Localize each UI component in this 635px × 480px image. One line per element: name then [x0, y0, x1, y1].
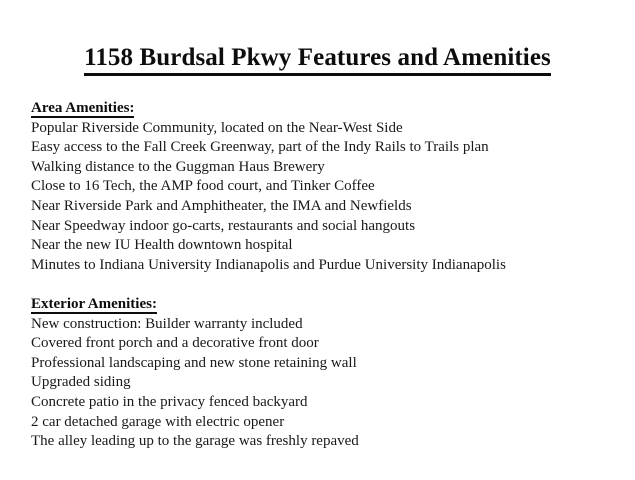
document-body [31, 99, 606, 452]
section-heading-text: Exterior Amenities: [31, 295, 157, 312]
list-item: Walking distance to the Guggman Haus Brewery [31, 158, 325, 175]
list-item: Professional landscaping and new stone retaining wall [31, 354, 357, 371]
list-item: Near Riverside Park and Amphitheater, the IMA and Newfields [31, 197, 412, 214]
section-area-amenities [31, 99, 606, 275]
section-heading-text: Area Amenities: [31, 100, 135, 116]
list-item: Easy access to the Fall Creek Greenway, part of the Indy Rails to Trails plan [31, 139, 489, 156]
list-item: The alley leading up to the garage was freshly repaved [31, 433, 359, 450]
list-item: Close to 16 Tech, the AMP food court, and Tinker Coffee [31, 178, 375, 195]
section-heading-area-amenities [31, 99, 606, 119]
list-item: Near Speedway indoor go-carts, restaurants and social hangouts [31, 217, 416, 234]
section-heading-exterior-amenities [31, 295, 606, 315]
list-item: 2 car detached garage with electric opener [31, 413, 285, 430]
list-item: Upgraded siding [31, 374, 131, 391]
amenity-list-area [31, 119, 606, 276]
list-item: Popular Riverside Community, located on the Near-West Side [31, 119, 403, 136]
list-item: Covered front porch and a decorative front door [31, 335, 319, 352]
list-item: Minutes to Indiana University Indianapolis and Purdue University Indianapolis [31, 256, 506, 273]
list-item: Near the new IU Health downtown hospital [31, 237, 293, 254]
page-title [0, 44, 635, 76]
page-title-text: 1158 Burdsal Pkwy Features and Amenities [84, 44, 551, 76]
list-item: New construction: Builder warranty included [31, 315, 303, 332]
list-item: Concrete patio in the privacy fenced backyard [31, 393, 308, 410]
section-exterior-amenities [31, 295, 606, 452]
amenity-list-exterior [31, 315, 606, 452]
